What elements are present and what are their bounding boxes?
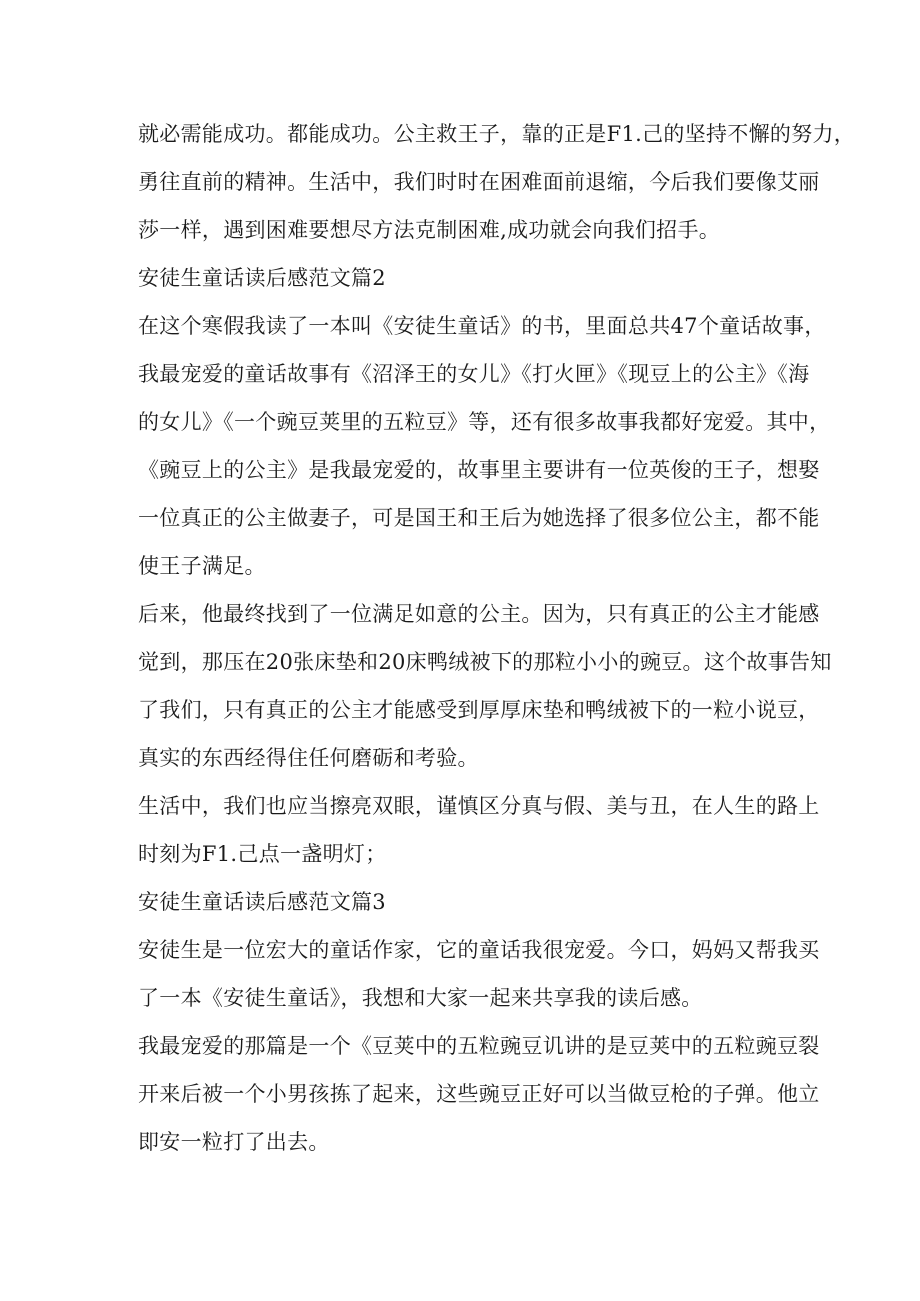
paragraph-line: 真实的东西经得住任何磨砺和考验。 [138, 746, 479, 770]
paragraph-line: 觉到，那压在20张床垫和20床鸭绒被下的那粒小小的豌豆。这个故事告知 [138, 650, 832, 674]
paragraph-line: 安徒生是一位宏大的童话作家，它的童话我很宠爱。今口，妈妈又帮我买 [138, 938, 820, 962]
paragraph-line: 时刻为F1.己点一盏明灯； [138, 842, 387, 866]
paragraph-line: 在这个寒假我读了一本叫《安徒生童话》的书，里面总共47个童话故事， [138, 314, 826, 338]
paragraph-line: 了一本《安徒生童话》，我想和大家一起来共享我的读后感。 [138, 986, 703, 1010]
paragraph-line: 开来后被一个小男孩拣了起来，这些豌豆正好可以当做豆枪的子弹。他立 [138, 1082, 820, 1106]
paragraph-line: 后来，他最终找到了一位满足如意的公主。因为，只有真正的公主才能感 [138, 602, 820, 626]
paragraph-line: 《豌豆上的公主》是我最宠爱的，故事里主要讲有一位英俊的王子，想娶 [138, 458, 820, 482]
section-heading: 安徒生童话读后感范文篇2 [138, 266, 386, 290]
paragraph-line: 一位真正的公主做妻子，可是国王和王后为她选择了很多位公主，都不能 [138, 506, 820, 530]
document-body [138, 110, 856, 1166]
paragraph-line: 生活中，我们也应当擦亮双眼，谨慎区分真与假、美与丑，在人生的路上 [138, 794, 820, 818]
paragraph-line: 了我们，只有真正的公主才能感受到厚厚床垫和鸭绒被下的一粒小说豆， [138, 698, 820, 722]
paragraph-line: 勇往直前的精神。生活中，我们时时在困难面前退缩，今后我们要像艾丽 [138, 170, 820, 194]
paragraph-line: 即安一粒打了出去。 [138, 1130, 330, 1154]
section-heading: 安徒生童话读后感范文篇3 [138, 890, 386, 914]
paragraph-line: 莎一样，遇到困难要想尽方法克制困难,成功就会向我们招手。 [138, 218, 721, 242]
paragraph-line: 使王子满足。 [138, 554, 266, 578]
paragraph-line: 我最宠爱的童话故事有《沼泽王的女儿》《打火匣》《现豆上的公主》《海 [138, 362, 810, 386]
paragraph-line: 的女儿》《一个豌豆荚里的五粒豆》等，还有很多故事我都好宠爱。其中， [138, 410, 831, 434]
paragraph-line: 就必需能成功。都能成功。公主救王子，靠的正是F1.己的坚持不懈的努力， [138, 122, 856, 146]
paragraph-line: 我最宠爱的那篇是一个《豆荚中的五粒豌豆讥讲的是豆荚中的五粒豌豆裂 [138, 1034, 820, 1058]
